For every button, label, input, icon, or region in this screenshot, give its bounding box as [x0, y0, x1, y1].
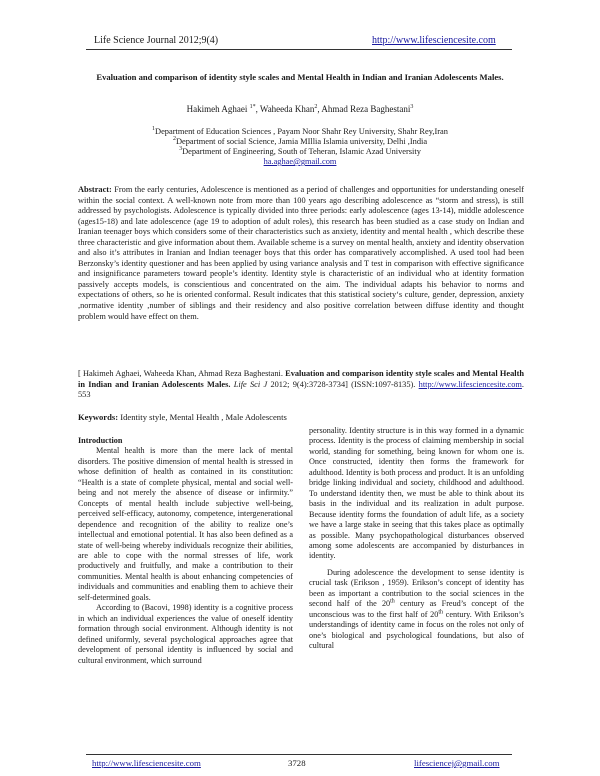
- citation-journal: Life Sci J: [230, 379, 268, 389]
- email-link[interactable]: ha.aghae@gmail.com: [263, 157, 337, 166]
- right-paragraph-2-sup1: th: [390, 598, 395, 605]
- right-paragraph-2-num1: 20: [381, 599, 391, 609]
- affiliation-2: [78, 137, 522, 147]
- intro-heading: Introduction: [78, 436, 123, 445]
- affiliation-1-text: Department of Education Sciences , Payam Noor Shahr Rey University, Shahr Rey,Iran: [155, 127, 448, 136]
- right-paragraph-2: [309, 568, 524, 652]
- citation-page: . 553: [78, 379, 525, 400]
- citation-authors: [ Hakimeh Aghaei, Waheeda Khan, Ahmad Reza Baghestani.: [78, 369, 286, 378]
- left-column: [78, 436, 293, 666]
- left-paragraph-1: Mental health is more than the mere lack of mental disorders. The positive dimension of mental health is stressed in whose definition of health as contained in its constitution: “Health is a state of complete physical, mental and social well-being and not merely the absence of disease or infirmity.” Concepts of mental health include subjective well-being, perceived self-efficacy, autonomy, competence, intergenerational dependence and recognition of the ability to realize one’s intellectual and emotional potential. It has also been defined as a state of well-being whereby individuals recognize their abilities, are able to cope with the normal stresses of life, work productively and fruitfully, and make a contribution to their communities. Mental health is about enhancing competencies of individuals and communities and enabling them to achieve their self-determined goals.: [78, 446, 293, 602]
- right-paragraph-2b: century as Freud’s concept of the unconscious was to the first half of: [309, 599, 524, 619]
- right-paragraph-2-sup2: th: [438, 608, 444, 615]
- author-3-sup: 3: [410, 104, 414, 110]
- abstract-text: From the early centuries, Adolescence is mentioned as a period of challenges and opportunities for understanding oneself within the social context. A well-known note from more than 100 years ago describing adolescence as “storm and stress), is still addressed by psychologists. Adolescence is typically divided into three periods: early adolescence (ages 13-14), middle adolescence (ages15-18) and late adolescence (age 19 to adoption of adult roles), this research has been studied as a case study on Indian and Iranian teenager boys which considers some of their characteristics such as anxiety, identity and mental health , which describe these three characteristic and give information about them. Available scheme is a survey on mental health, anxiety and identity observation and also it’s attributes in Iranian and Indian teenager boys that this order has comparatively accomplished. A used tool had been Berzonsky’s identity questioner and has been applied by using variance analysis and T test in comparison with effective significance and insignificance parameters toward people’s identity. Identity style is characteristic of an individual who at identity formation passively accepts models, is conscientious and concentrated on the aim. The individual adapts his behavior to norms and expectations of others, so he is oriented conformal. Result indicates that this statistical society‘s culture, gender, depression, anxiety ,normative identity ,number of siblings and their residency and also positive correlation between diffuse identity and thought problem would have effect on them.: [78, 185, 524, 321]
- author-1: Hakimeh Aghaei: [186, 104, 250, 114]
- footer-rule: [86, 754, 512, 755]
- citation-title: Evaluation and comparison identity style scales and Mental Health in Indian and Iranian Adolescents Males.: [78, 369, 524, 389]
- author-2-sup: 2: [314, 104, 318, 110]
- affiliation-3-text: Department of Engineering, South of Teheran, Islamic Azad University: [182, 147, 421, 156]
- author-1-sup: 1*: [249, 104, 256, 110]
- abstract-label: Abstract:: [78, 185, 112, 194]
- footer-email[interactable]: lifesciencej@gmail.com: [414, 758, 500, 768]
- right-paragraph-1: personality. Identity structure is in this way formed in a dynamic process. Identity is the process of claiming membership in social world, standing for something, being known for whom one is. Once constructed, identity then forms the framework for adulthood. Identity is both process and product. It is an unfolding bridge linking individual and society, childhood and adulthood. To understand identity then, we must be able to think about its basis in the individual and its realization in adult purpose. Because identity forms the foundation of adult life, as a society we have a large stake in seeing that this takes place as optimally as possible. Many psychopathological disturbances observed among some adolescents are accompanied by disturbances in identity.: [309, 426, 524, 561]
- citation: [78, 369, 524, 401]
- affiliation-3: [78, 147, 522, 157]
- footer-link[interactable]: http://www.lifesciencesite.com: [92, 758, 201, 768]
- affiliation-2-text: Department of social Science, Jamia MIllia Islamia university, Delhi ,India: [175, 137, 428, 146]
- right-column: [309, 426, 524, 652]
- affiliation-2-sup: 2: [172, 136, 176, 143]
- page-number: 3728: [288, 758, 306, 768]
- journal-header: Life Science Journal 2012;9(4): [94, 35, 219, 46]
- author-2: , Waheeda Khan: [255, 104, 315, 114]
- right-paragraph-2a: During adolescence the development to sense identity is crucial task (Erikson , 1959). Erikson’s concept of identity has been as important a contribution to the social sciences in the second half of the: [309, 567, 524, 609]
- keywords-label: Keywords:: [78, 412, 119, 422]
- keywords-text: Identity style, Mental Health , Male Adolescents: [118, 412, 287, 422]
- affiliations: [78, 127, 522, 167]
- paper-title: Evaluation and comparison of identity style scales and Mental Health in Indian and Iranian Adolescents Males.: [96, 72, 504, 82]
- left-paragraph-2: According to (Bacovi, 1998) identity is a cognitive process in which an individual experiences the value of oneself identity formation through social environment. Although identity is not defined uniformly, several psychological approaches agree that development of personal identity is influenced by social and cultural environment, which surround: [78, 603, 293, 665]
- right-paragraph-2c: century. With Erikson’s understandings of identity came in focus on the roles not only of one’s biological and psychological foundations, but also of cultural: [309, 609, 524, 651]
- header-link[interactable]: http://www.lifesciencesite.com: [372, 35, 496, 46]
- affiliation-1: [78, 127, 522, 137]
- author-3: , Ahmad Reza Baghestani: [317, 104, 411, 114]
- author-list: [78, 104, 522, 114]
- header-rule: [86, 49, 512, 50]
- abstract: [78, 185, 524, 322]
- affiliation-1-sup: 1: [152, 126, 156, 133]
- keywords: [78, 412, 524, 422]
- citation-link[interactable]: http://www.lifesciencesite.com: [418, 379, 522, 389]
- citation-details: 2012; 9(4):3728-3734] (ISSN:1097-8135).: [267, 379, 419, 389]
- affiliation-3-sup: 3: [179, 146, 183, 153]
- right-paragraph-2-num2: 20: [430, 609, 439, 619]
